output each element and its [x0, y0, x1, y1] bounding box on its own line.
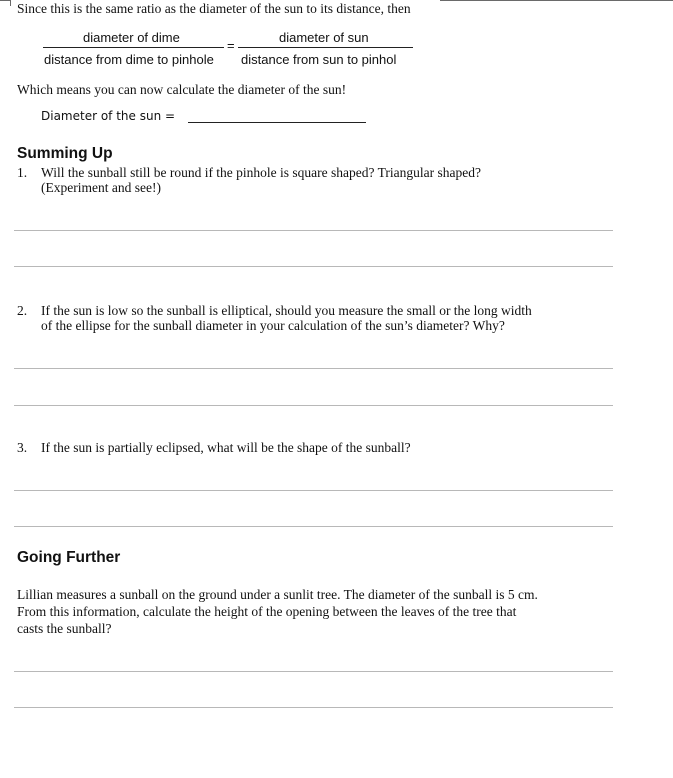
going-further-heading: Going Further: [17, 549, 121, 566]
formula-right-numerator: diameter of sun: [279, 30, 369, 45]
diameter-answer-line[interactable]: [188, 122, 366, 123]
answer-line[interactable]: [14, 405, 613, 406]
paragraph-line: Lillian measures a sunball on the ground under a sunlit tree. The diameter of the sunball is 5 cm.: [17, 587, 538, 602]
answer-line[interactable]: [14, 707, 613, 708]
formula-left-denominator: distance from dime to pinhole: [44, 52, 214, 67]
formula-right-fraction-bar: [238, 47, 413, 48]
formula-left-fraction-bar: [43, 47, 224, 48]
formula-left-numerator: diameter of dime: [83, 30, 180, 45]
which-means-text: Which means you can now calculate the diameter of the sun!: [17, 82, 347, 97]
formula-right-denominator: distance from sun to pinhol: [241, 52, 397, 67]
diameter-of-sun-label: Diameter of the sun =: [41, 109, 176, 123]
paragraph-line: From this information, calculate the height of the opening between the leaves of the tree that: [17, 604, 517, 619]
answer-line[interactable]: [14, 368, 613, 369]
answer-line[interactable]: [14, 490, 613, 491]
question-text-line: of the ellipse for the sunball diameter in your calculation of the sun’s diameter? Why?: [41, 318, 505, 333]
answer-line[interactable]: [14, 266, 613, 267]
page-border-top-left: [0, 0, 10, 1]
question-number: 3.: [17, 440, 28, 455]
question-text-line: If the sun is low so the sunball is elliptical, should you measure the small or the long width: [41, 303, 532, 318]
formula-equals-sign: =: [227, 38, 235, 53]
page-border-left: [10, 0, 11, 6]
question-text-line: If the sun is partially eclipsed, what will be the shape of the sunball?: [41, 440, 411, 455]
summing-up-heading: Summing Up: [17, 145, 113, 162]
question-text-line: (Experiment and see!): [41, 180, 161, 195]
answer-line[interactable]: [14, 230, 613, 231]
intro-text: Since this is the same ratio as the diameter of the sun to its distance, then: [17, 1, 411, 16]
question-number: 1.: [17, 165, 28, 180]
question-number: 2.: [17, 303, 28, 318]
answer-line[interactable]: [14, 526, 613, 527]
answer-line[interactable]: [14, 671, 613, 672]
question-text-line: Will the sunball still be round if the pinhole is square shaped? Triangular shaped?: [41, 165, 481, 180]
paragraph-line: casts the sunball?: [17, 621, 112, 636]
page-border-top-right: [440, 0, 673, 1]
